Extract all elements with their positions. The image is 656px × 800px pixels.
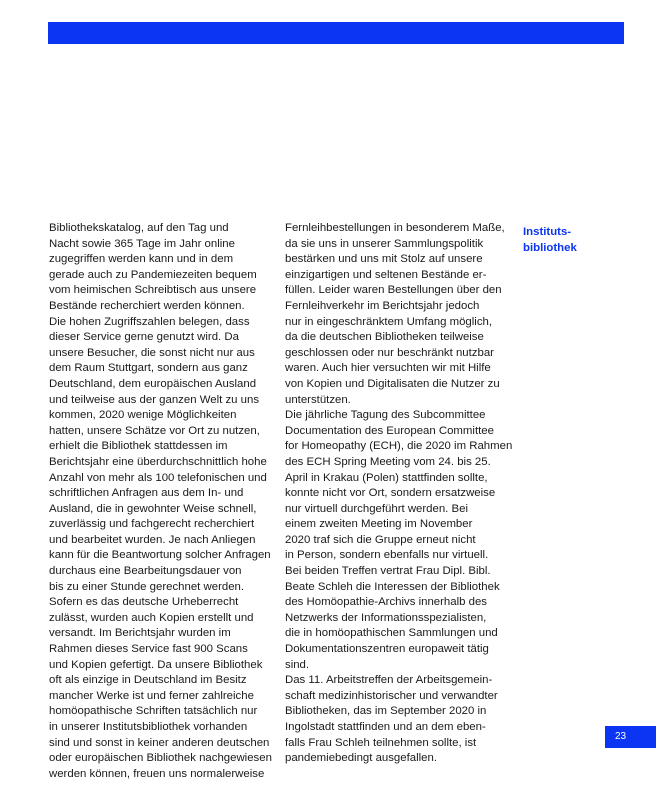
text-line: 2020 traf sich die Gruppe erneut nicht [285,533,476,546]
text-line: dieser Service gerne genutzt wird. Da [49,331,239,344]
text-line: in unserer Institutsbibliothek vorhanden [49,721,248,733]
text-line: und bearbeitet wurden. Je nach Anliegen [49,533,256,546]
text-line: einzigartigen und seltenen Bestände er- [285,268,487,281]
text-line: von Kopien und Digitalisaten die Nutzer zu [285,377,500,390]
text-line: Documentation des European Committee [285,424,494,437]
text-line: durchaus eine Bearbeitungsdauer von [49,565,242,578]
text-line: Bestände recherchiert werden können. [49,299,245,312]
text-line: kann für die Beantwortung solcher Anfragen [49,549,271,562]
text-line: unterstützen. [285,393,351,406]
text-line: vom heimischen Schreibtisch aus unsere [49,284,257,297]
text-line: bis zu einer Stunde gerechnet werden. [49,580,245,593]
text-line: in Person, sondern ebenfalls nur virtuell. [285,549,489,562]
text-line: gerade auch zu Pandemiezeiten bequem [49,268,257,281]
text-line: waren. Auch hier versuchten wir mit Hilfe [285,362,491,375]
text-line: einem zweiten Meeting im November [285,518,473,531]
text-line: Bibliothekskatalog, auf den Tag und [49,222,229,234]
text-line: Das 11. Arbeitstreffen der Arbeitsgemein- [285,674,493,687]
text-line: Die jährliche Tagung des Subcommittee [285,409,486,422]
text-line: Rahmen dieses Service fast 900 Scans [49,643,248,656]
text-line: sind. [285,658,310,671]
text-line: zulässt, wurden auch Kopien erstellt und [49,611,254,624]
text-line: unsere Besucher, die sonst nicht nur aus [49,346,255,359]
top-accent-bar [48,22,624,44]
page-number: 23 [605,726,656,748]
text-column-middle [285,221,512,767]
text-column-left [49,221,272,782]
text-line: geschlossen oder nur beschränkt nutzbar [285,346,494,359]
text-line: Bibliotheken, das im September 2020 in [285,705,487,718]
text-line: Die hohen Zugriffszahlen belegen, dass [49,315,250,328]
text-line: schaft medizinhistorischer und verwandter [285,689,498,702]
text-line: Anzahl von mehr als 100 telefonischen und [49,471,267,484]
section-label [523,225,577,256]
text-line: Fernleihbestellungen in besonderem Maße, [285,222,505,234]
text-line: da die deutschen Bibliotheken teilweise [285,331,484,344]
text-line: zugegriffen werden kann und in dem [49,253,234,266]
text-line: oder europäischen Bibliothek nachgewiesen [49,752,272,765]
text-line: werden können, freuen uns normalerweise [49,767,265,780]
text-line: mancher Werke ist und ferner zahlreiche [49,689,254,702]
text-line: dem Raum Stuttgart, sondern aus ganz [49,362,248,375]
section-label-line: Instituts- [523,226,572,238]
text-line: Dokumentationszentren europaweit tätig [285,643,489,656]
text-line: kommen, 2020 wenige Möglichkeiten [49,409,237,422]
text-line: oft als einzige in Deutschland im Besitz [49,674,247,687]
text-line: sind und sonst in keiner anderen deutschen [49,736,270,749]
text-line: Deutschland, dem europäischen Ausland [49,377,257,390]
text-line: zuverlässig und fachgerecht recherchiert [49,518,255,531]
text-line: schriftlichen Anfragen aus dem In- und [49,487,244,500]
text-line: Ingolstadt stattfinden und an dem eben- [285,721,486,733]
text-line: versandt. Im Berichtsjahr wurden im [49,627,231,640]
text-line: des ECH Spring Meeting vom 24. bis 25. [285,455,491,468]
text-line: Berichtsjahr eine überdurchschnittlich hohe [49,455,267,468]
text-line: die in homöopathischen Sammlungen und [285,627,498,640]
text-line: Beate Schleh die Interessen der Bibliothek [285,580,500,593]
text-line: homöopathische Schriften tatsächlich nur [49,705,258,718]
text-line: Netzwerks der Informationsspezialisten, [285,611,487,624]
text-line: hatten, unsere Schätze vor Ort zu nutzen, [49,424,260,437]
text-line: erhielt die Bibliothek stattdessen im [49,440,228,453]
text-line: Sofern es das deutsche Urheberrecht [49,596,239,609]
text-line: falls Frau Schleh teilnehmen sollte, ist [285,736,477,749]
text-line: des Homöopathie-Archivs innerhalb des [285,596,487,609]
text-line: Nacht sowie 365 Tage im Jahr online [49,237,235,250]
section-label-line: bibliothek [523,241,577,254]
text-line: und Kopien gefertigt. Da unsere Bibliothek [49,658,263,671]
text-line: nur virtuell durchgeführt werden. Bei [285,502,468,515]
text-line: Bei beiden Treffen vertrat Frau Dipl. Bibl. [285,565,491,578]
text-line: for Homeopathy (ECH), die 2020 im Rahmen [285,440,513,453]
text-line: da sie uns in unserer Sammlungspolitik [285,237,484,250]
text-line: Fernleihverkehr im Berichtsjahr jedoch [285,299,480,312]
text-line: Ausland, die in gewohnter Weise schnell, [49,502,257,515]
text-line: bestärken und uns mit Stolz auf unsere [285,253,483,266]
text-line: und teilweise aus der ganzen Welt zu uns [49,393,260,406]
text-line: füllen. Leider waren Bestellungen über den [285,284,502,297]
text-line: April in Krakau (Polen) stattfinden sollte, [285,471,488,484]
text-line: nur in eingeschränktem Umfang möglich, [285,315,493,328]
text-line: pandemiebedingt ausgefallen. [285,752,437,765]
text-line: konnte nicht vor Ort, sondern ersatzweise [285,487,496,500]
